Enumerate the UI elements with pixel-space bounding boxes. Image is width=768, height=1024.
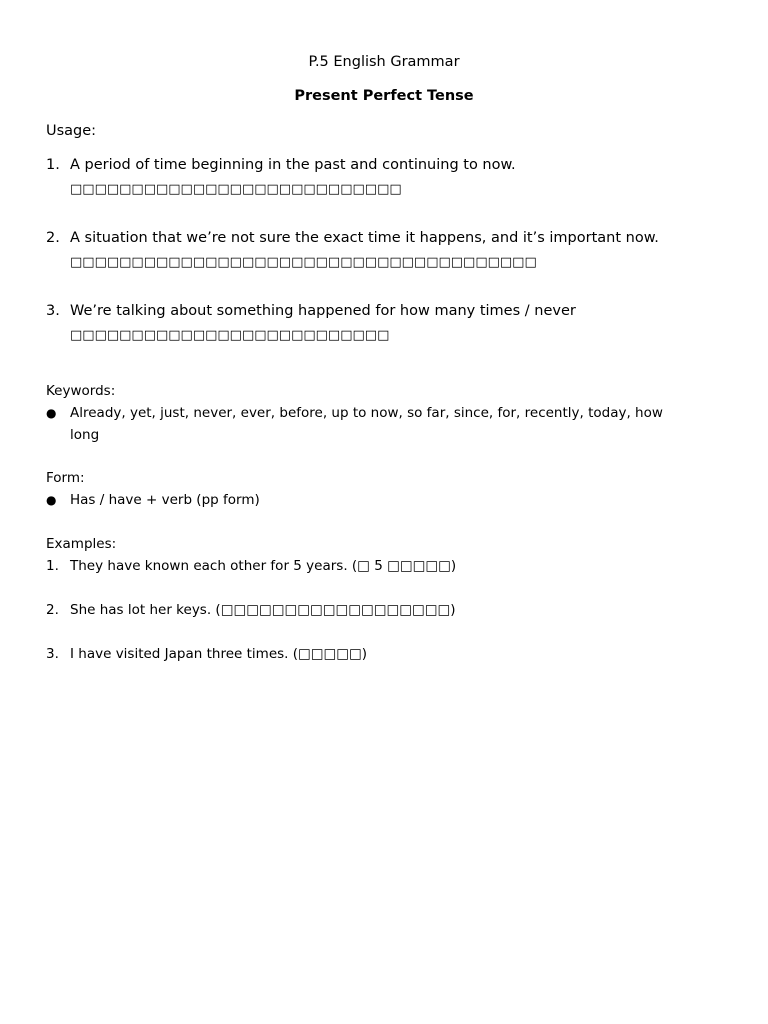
- form-text: Has / have + verb (pp form): [70, 492, 260, 508]
- usage-item-1-translation: □□□□□□□□□□□□□□□□□□□□□□□□□□□: [70, 182, 402, 197]
- usage-item-1-text: A period of time beginning in the past and continuing to now.: [70, 157, 516, 173]
- document-title: Present Perfect Tense: [294, 88, 474, 104]
- form-heading: Form:: [46, 470, 85, 486]
- keywords-text-line-2: long: [70, 427, 100, 443]
- document-subtitle: P.5 English Grammar: [308, 54, 460, 70]
- usage-item-3-number: 3.: [46, 303, 60, 319]
- form-bullet-icon: ●: [46, 493, 57, 507]
- example-1-number: 1.: [46, 558, 59, 574]
- example-3-text: I have visited Japan three times. (□□□□□): [70, 646, 368, 662]
- example-1-text: They have known each other for 5 years. (□ 5 □□□□□): [70, 558, 457, 574]
- usage-item-3-text: We’re talking about something happened for how many times / never: [70, 303, 576, 319]
- usage-item-2-number: 2.: [46, 230, 60, 246]
- usage-heading: Usage:: [46, 123, 97, 139]
- example-2-text: She has lot her keys. (□□□□□□□□□□□□□□□□□□): [70, 602, 456, 618]
- usage-item-2-translation: □□□□□□□□□□□□□□□□□□□□□□□□□□□□□□□□□□□□□□: [70, 255, 537, 270]
- usage-item-3-translation: □□□□□□□□□□□□□□□□□□□□□□□□□□: [70, 328, 390, 343]
- usage-item-1-number: 1.: [46, 157, 60, 173]
- examples-heading: Examples:: [46, 536, 117, 552]
- example-3-number: 3.: [46, 646, 59, 662]
- usage-item-2-text: A situation that we’re not sure the exact time it happens, and it’s important now.: [70, 230, 659, 246]
- keywords-bullet-icon: ●: [46, 406, 57, 420]
- example-2-number: 2.: [46, 602, 59, 618]
- keywords-heading: Keywords:: [46, 383, 116, 399]
- keywords-text-line-1: Already, yet, just, never, ever, before, up to now, so far, since, for, recently, today, how: [70, 405, 663, 421]
